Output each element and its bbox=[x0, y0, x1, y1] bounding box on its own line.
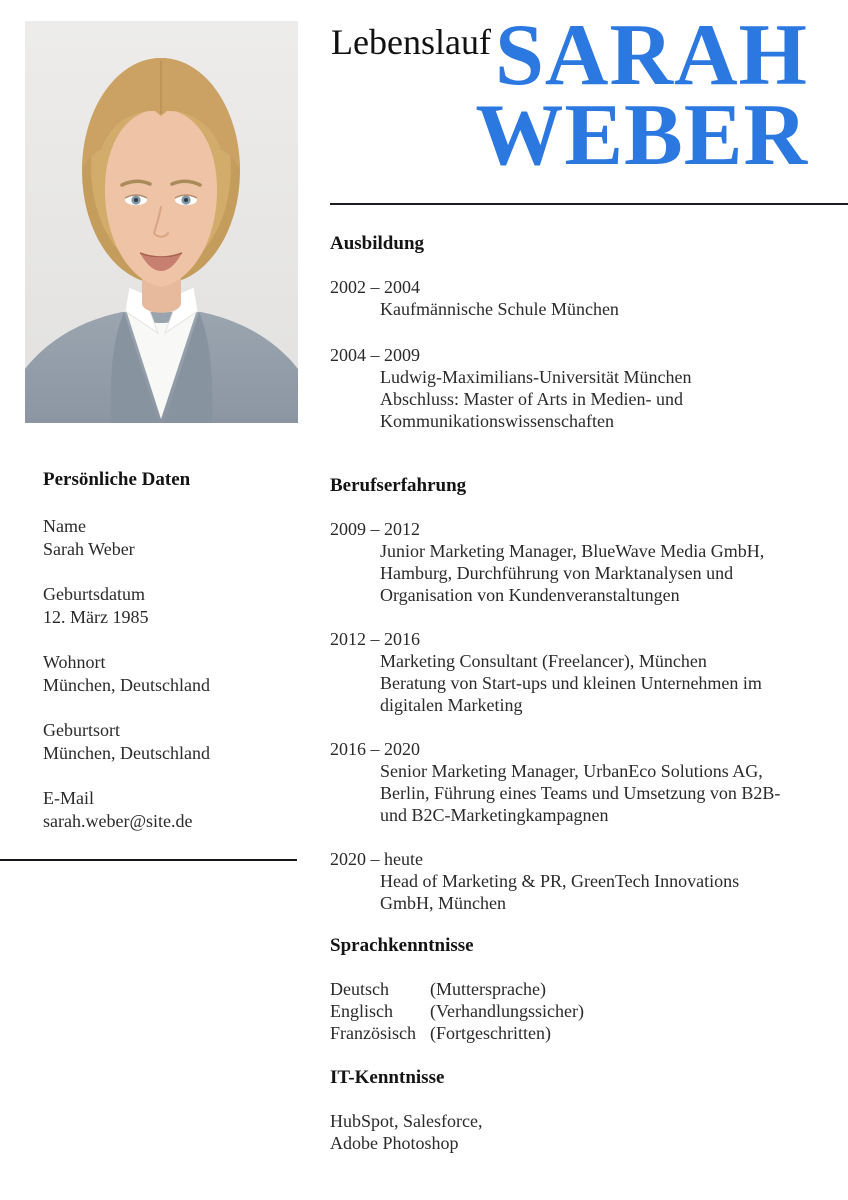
it-skill-line: Adobe Photoshop bbox=[330, 1133, 459, 1153]
entry-description: Junior Marketing Manager, BlueWave Media GmbH, Hamburg, Durchführung von Marktanalysen und Organisation von Kundenveranstaltungen bbox=[380, 541, 765, 605]
personal-data-section bbox=[43, 468, 299, 855]
language-row bbox=[330, 1022, 848, 1044]
education-entry bbox=[330, 276, 848, 320]
education-entry bbox=[330, 344, 848, 432]
field-value: München, Deutschland bbox=[43, 743, 210, 763]
field-label: E-Mail bbox=[43, 788, 94, 808]
languages-section bbox=[330, 934, 848, 1044]
it-skills-section bbox=[330, 1066, 848, 1154]
entry-description: Head of Marketing & PR, GreenTech Innovations GmbH, München bbox=[380, 871, 740, 913]
experience-heading: Berufserfahrung bbox=[330, 475, 467, 496]
language-level: (Fortgeschritten) bbox=[430, 1023, 551, 1043]
profile-photo bbox=[25, 21, 298, 423]
language-level: (Verhandlungssicher) bbox=[430, 1001, 584, 1021]
it-skills-heading: IT-Kenntnisse bbox=[330, 1067, 445, 1088]
entry-description: Ludwig-Maximilians-Universität München Abschluss: Master of Arts in Medien- und Kommunikationswissenschaften bbox=[380, 367, 692, 431]
education-heading: Ausbildung bbox=[330, 233, 425, 254]
experience-entry bbox=[330, 628, 848, 716]
entry-period: 2004 – 2009 bbox=[330, 345, 420, 365]
experience-entry bbox=[330, 848, 848, 914]
personal-field bbox=[43, 787, 299, 833]
education-list bbox=[330, 276, 848, 432]
it-skills-list bbox=[330, 1110, 848, 1154]
field-label: Wohnort bbox=[43, 652, 106, 672]
entry-description: Kaufmännische Schule München bbox=[380, 299, 619, 319]
entry-period: 2009 – 2012 bbox=[330, 519, 420, 539]
language-name: Französisch bbox=[330, 1023, 416, 1043]
entry-period: 2002 – 2004 bbox=[330, 277, 420, 297]
entry-period: 2012 – 2016 bbox=[330, 629, 420, 649]
personal-field bbox=[43, 719, 299, 765]
document-type-label: Lebenslauf bbox=[331, 22, 491, 62]
personal-data-heading: Persönliche Daten bbox=[43, 469, 191, 490]
experience-list bbox=[330, 518, 848, 914]
languages-list bbox=[330, 978, 848, 1044]
field-label: Geburtsort bbox=[43, 720, 120, 740]
language-level: (Muttersprache) bbox=[430, 979, 546, 999]
left-column-divider bbox=[0, 859, 297, 861]
experience-entry bbox=[330, 518, 848, 606]
personal-field bbox=[43, 583, 299, 629]
field-value: 12. März 1985 bbox=[43, 607, 149, 627]
candidate-first-name: SARAH bbox=[494, 7, 808, 104]
it-skill-line: HubSpot, Salesforce, bbox=[330, 1111, 483, 1131]
language-name: Deutsch bbox=[330, 979, 389, 999]
language-name: Englisch bbox=[330, 1001, 393, 1021]
candidate-last-name: WEBER bbox=[475, 87, 808, 184]
languages-heading: Sprachkenntnisse bbox=[330, 935, 474, 956]
personal-field bbox=[43, 651, 299, 697]
entry-description: Marketing Consultant (Freelancer), München Beratung von Start-ups und kleinen Unternehmen im digitalen Marketing bbox=[380, 651, 762, 715]
entry-period: 2020 – heute bbox=[330, 849, 423, 869]
education-section bbox=[330, 232, 848, 456]
language-row bbox=[330, 1000, 848, 1022]
personal-fields-list bbox=[43, 515, 299, 833]
main-column bbox=[330, 0, 848, 1200]
field-label: Geburtsdatum bbox=[43, 584, 145, 604]
entry-description: Senior Marketing Manager, UrbanEco Solutions AG, Berlin, Führung eines Teams und Umsetzung von B2B- und B2C-Marketingkampagnen bbox=[380, 761, 781, 825]
personal-field bbox=[43, 515, 299, 561]
entry-period: 2016 – 2020 bbox=[330, 739, 420, 759]
field-value: München, Deutschland bbox=[43, 675, 210, 695]
candidate-name bbox=[475, 7, 808, 184]
field-value: Sarah Weber bbox=[43, 539, 135, 559]
experience-entry bbox=[330, 738, 848, 826]
field-value: sarah.weber@site.de bbox=[43, 811, 193, 831]
portrait-illustration bbox=[25, 21, 298, 423]
language-row bbox=[330, 978, 848, 1000]
header-divider bbox=[330, 203, 848, 205]
experience-section bbox=[330, 474, 848, 936]
field-label: Name bbox=[43, 516, 86, 536]
